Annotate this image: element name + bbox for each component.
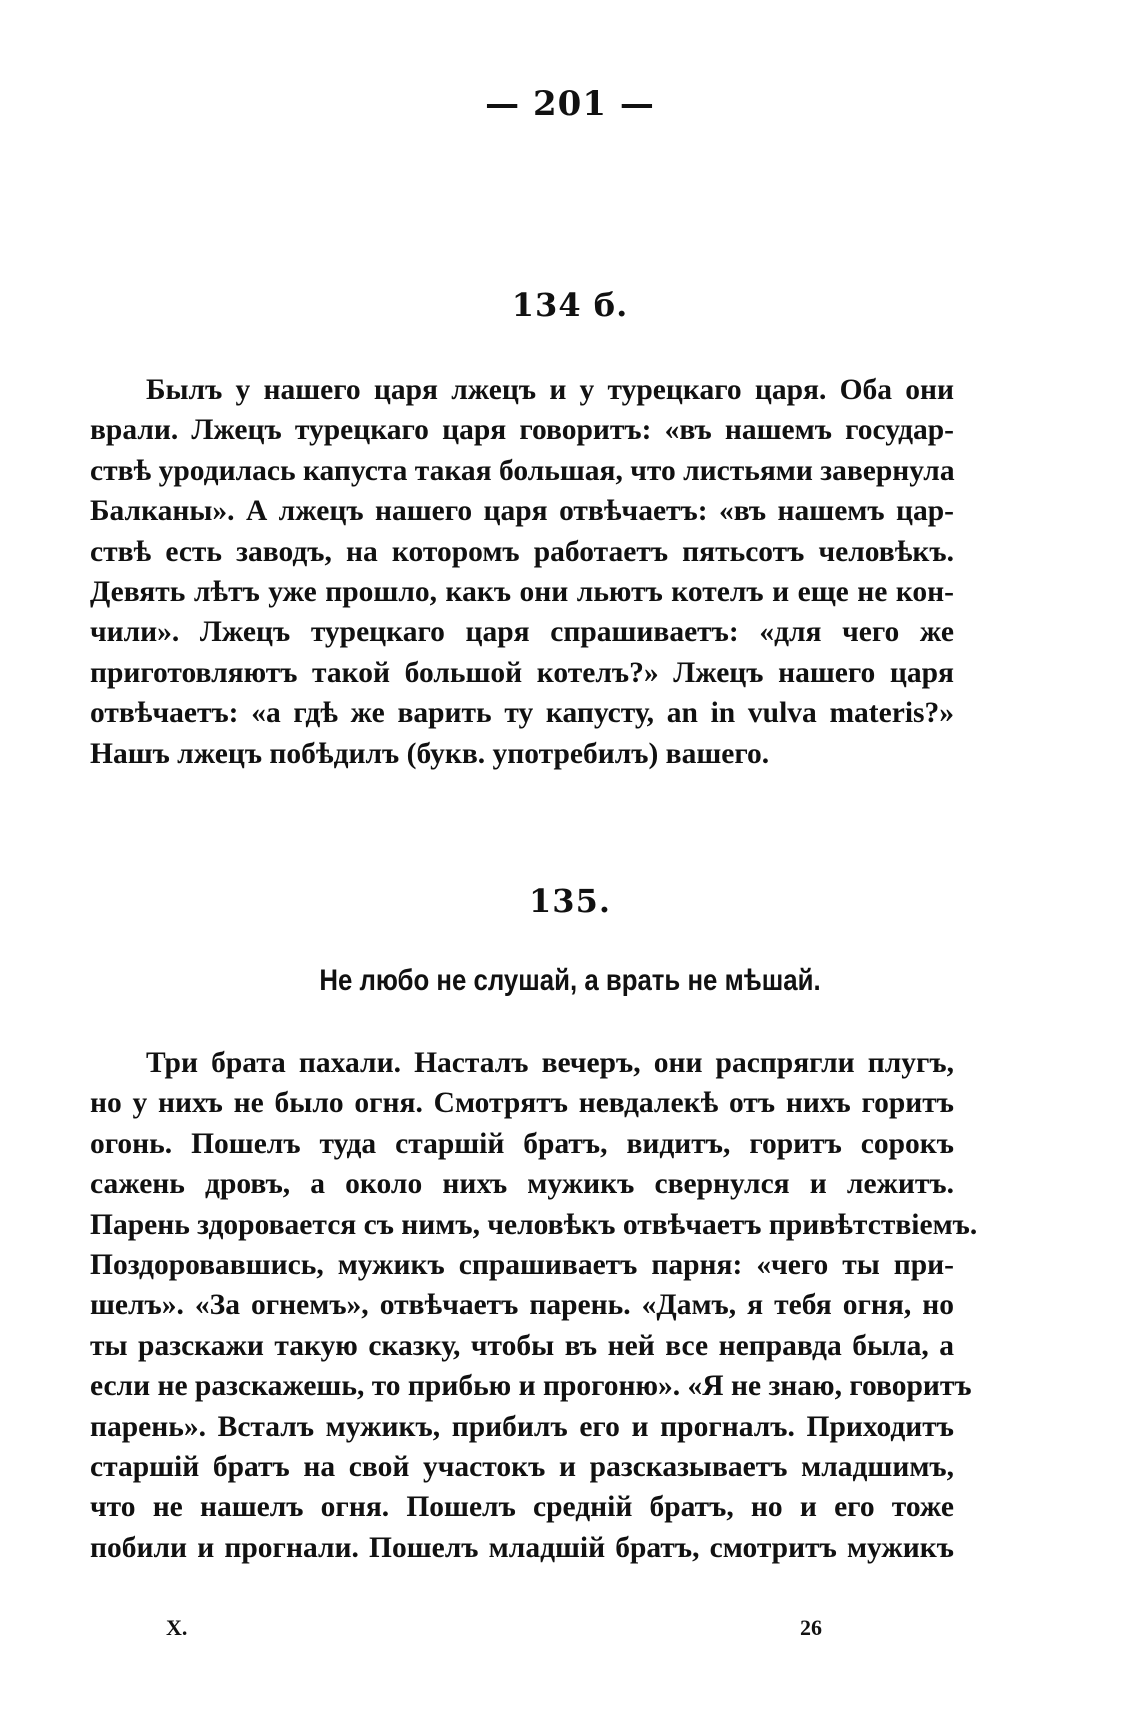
text-line: что не нашелъ огня. Пошелъ средній братъ, но и его тоже [90, 1491, 954, 1524]
text-line: приготовляютъ такой большой котелъ?» Лжецъ нашего царя [90, 656, 954, 689]
text-line: парень». Всталъ мужикъ, прибилъ его и прогналъ. Приходитъ [90, 1410, 954, 1443]
text-line: отвѣчаетъ: «а гдѣ же варить ту капусту, an in vulva materis?» [90, 697, 954, 730]
text-line: врали. Лжецъ турецкаго царя говоритъ: «въ нашемъ государ- [90, 414, 954, 447]
text-line: ствѣ уродилась капуста такая большая, что листьями завернула [90, 454, 955, 487]
section-text [90, 1043, 978, 1568]
section-number: 134 б. [511, 286, 629, 324]
section-title: Не любо не слушай, а врать не мѣшай. [319, 964, 821, 997]
section-number: 135. [529, 882, 611, 920]
text-line: ты разскажи такую сказку, чтобы въ ней все неправда была, а [90, 1329, 954, 1362]
page-number-header: — 201 — [485, 84, 655, 124]
text-line: чили». Лжецъ турецкаго царя спрашиваетъ: «для чего же [90, 616, 954, 649]
text-line: старшій братъ на свой участокъ и разсказываетъ младшимъ, [90, 1450, 954, 1483]
text-line: но у нихъ не было огня. Смотрятъ невдалекѣ отъ нихъ горитъ [90, 1087, 954, 1120]
text-line: Девять лѣтъ уже прошло, какъ они льютъ котелъ и еще не кон- [90, 575, 954, 608]
text-line: Парень здоровается съ нимъ, человѣкъ отвѣчаетъ привѣтствіемъ. [90, 1208, 978, 1241]
signature-mark: X. [166, 1615, 188, 1640]
text-line: если не разскажешь, то прибью и прогоню». «Я не знаю, говоритъ [90, 1370, 972, 1403]
text-line: Былъ у нашего царя лжецъ и у турецкаго царя. Оба они [146, 374, 954, 406]
text-line: Нашъ лжецъ побѣдилъ (букв. употребилъ) вашего. [90, 737, 770, 770]
text-line: огонь. Пошелъ туда старшій братъ, видитъ, горитъ сорокъ [90, 1127, 954, 1160]
text-line: Поздоровавшись, мужикъ спрашиваетъ парня: «чего ты при- [90, 1248, 954, 1281]
text-line: побили и прогнали. Пошелъ младшій братъ, смотритъ мужикъ [90, 1531, 954, 1564]
text-line: Балканы». А лжецъ нашего царя отвѣчаетъ: «въ нашемъ цар- [90, 495, 954, 528]
text-line: ствѣ есть заводъ, на которомъ работаетъ пятьсотъ человѣкъ. [90, 535, 954, 568]
text-line: Три брата пахали. Насталъ вечеръ, они распрягли плугъ, [146, 1047, 954, 1079]
text-line: шелъ». «За огнемъ», отвѣчаетъ парень. «Дамъ, я тебя огня, но [90, 1289, 954, 1322]
gathering-number: 26 [800, 1615, 822, 1640]
text-line: сажень дровъ, а около нихъ мужикъ свернулся и лежитъ. [90, 1168, 954, 1201]
section-text [90, 370, 954, 774]
